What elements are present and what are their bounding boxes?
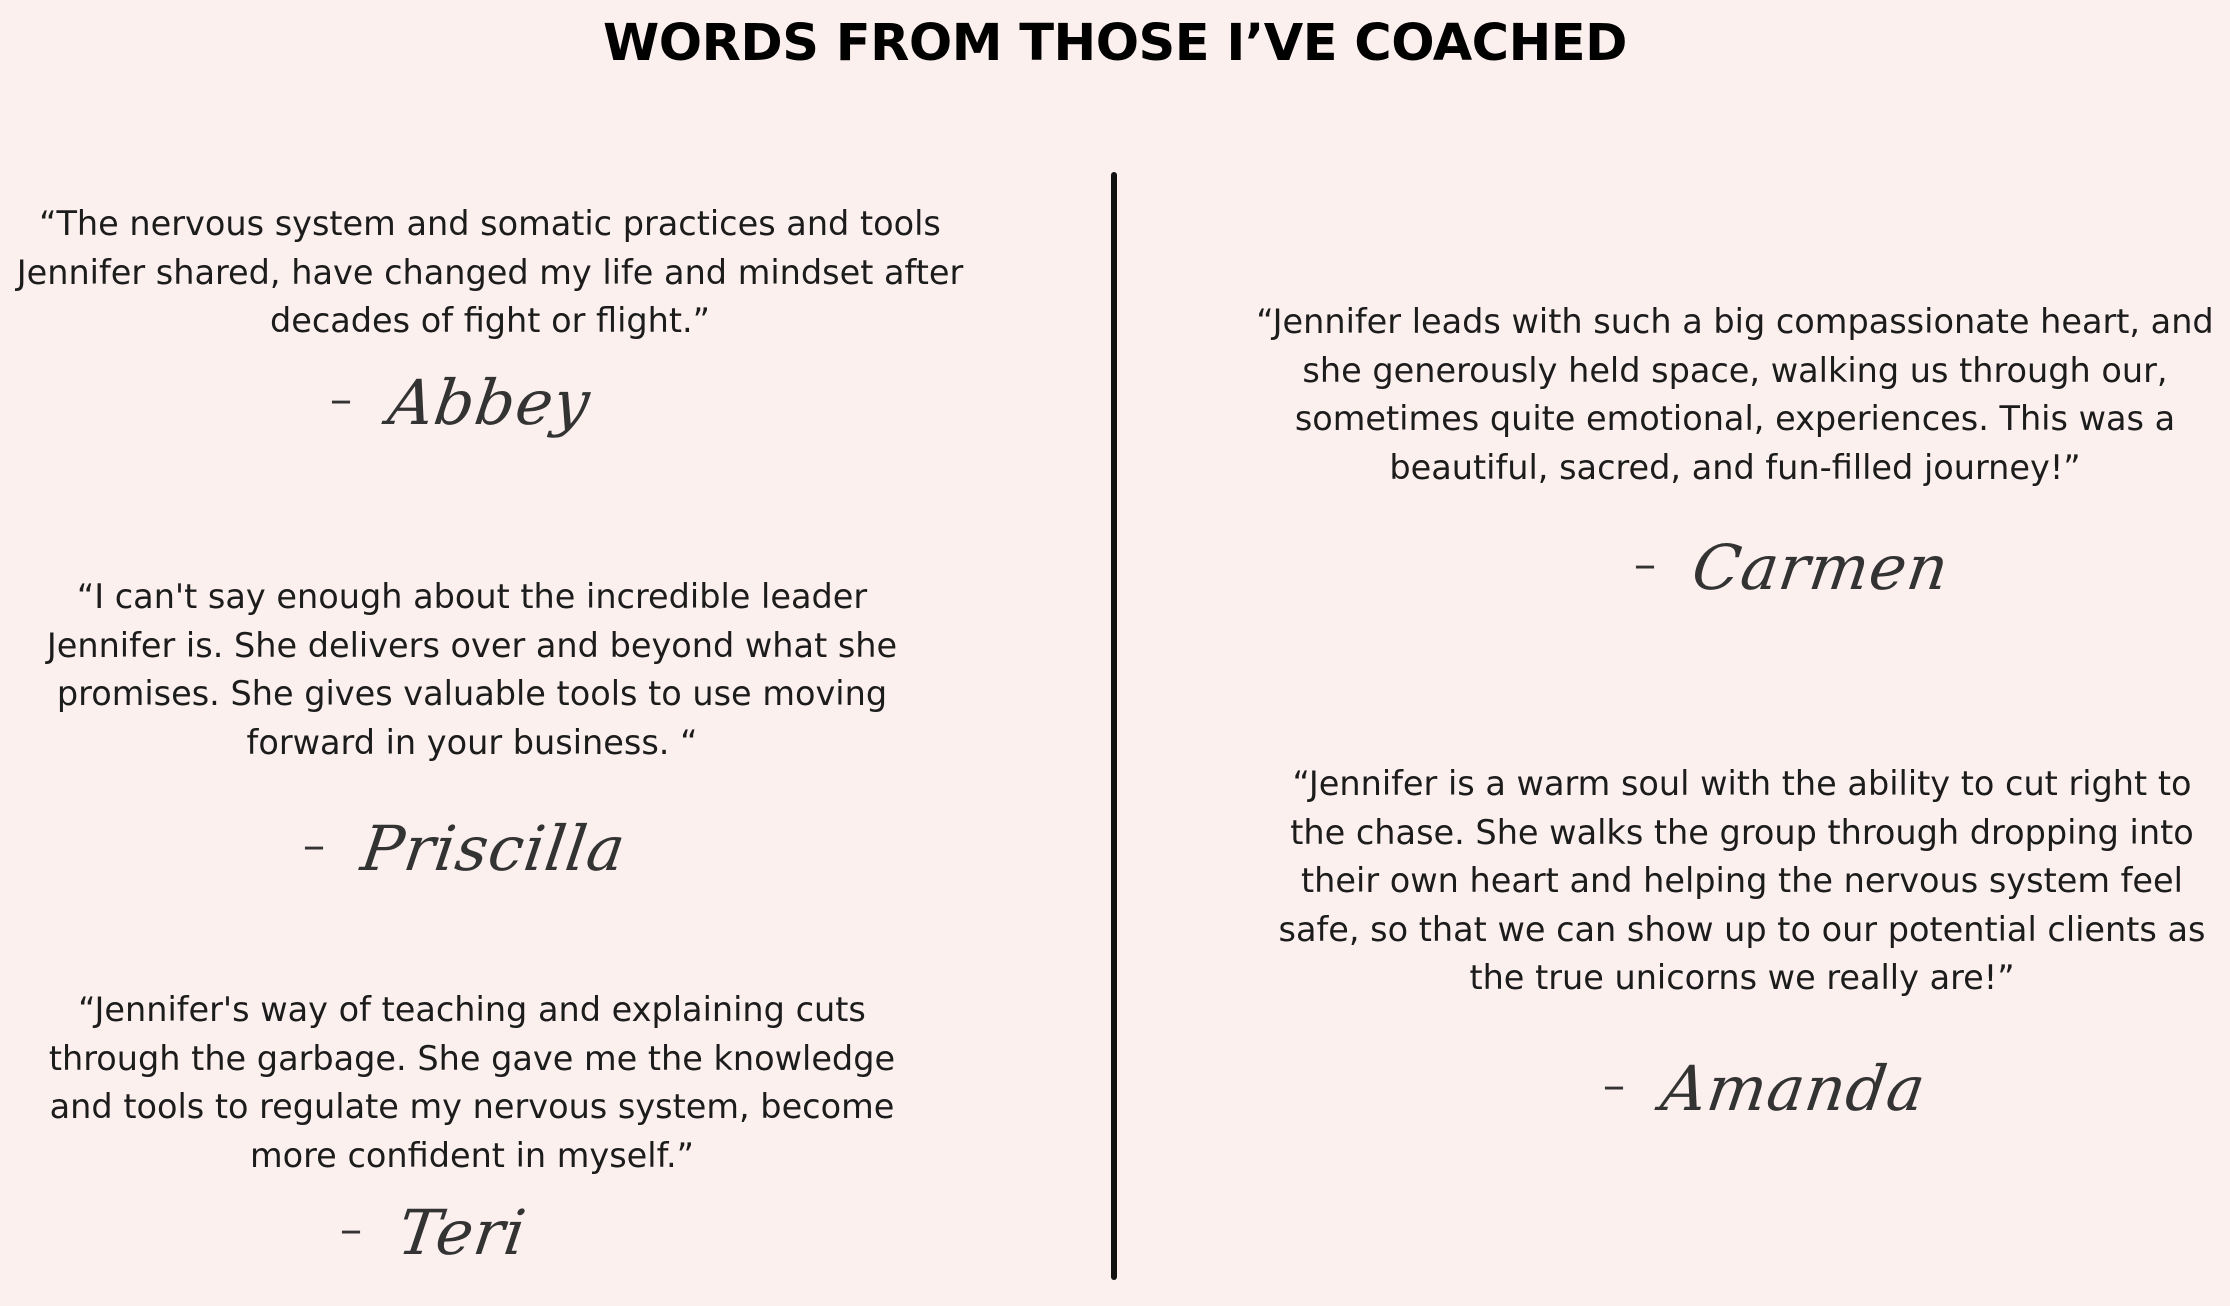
testimonial-quote-priscilla: “I can't say enough about the incredible leader Jennifer is. She delivers over and beyond what she promises. She gives valuable tools to use moving forward in your business. “ bbox=[46, 577, 898, 762]
signature-dash: – bbox=[330, 373, 353, 425]
testimonial-quote-abbey: “The nervous system and somatic practices and tools Jennifer shared, have changed my life and mindset after decades of fight or flight.” bbox=[16, 204, 964, 340]
column-divider bbox=[1111, 172, 1117, 1280]
signature-name: Teri bbox=[393, 1196, 531, 1269]
signature-carmen bbox=[1634, 531, 1954, 604]
signature-amanda bbox=[1603, 1052, 1931, 1125]
signature-dash: – bbox=[1634, 538, 1657, 590]
testimonial-quote-carmen: “Jennifer leads with such a big compassionate heart, and she generously held space, walking us through our, sometimes quite emotional, experiences. This was a beautiful, sacred, and fun-filled journey!” bbox=[1256, 302, 2214, 487]
testimonial-quote-teri: “Jennifer's way of teaching and explaining cuts through the garbage. She gave me the knowledge and tools to regulate my nervous system, become more confident in myself.” bbox=[48, 990, 896, 1175]
signature-dash: – bbox=[303, 819, 326, 871]
signature-abbey bbox=[330, 366, 596, 439]
signature-priscilla bbox=[303, 812, 631, 885]
testimonial-quote-amanda: “Jennifer is a warm soul with the ability to cut right to the chase. She walks the group through dropping into their own heart and helping the nervous system feel safe, so that we can show up to our potential clients as the true unicorns we really are!” bbox=[1278, 764, 2206, 997]
signature-name: Priscilla bbox=[356, 812, 631, 885]
signature-name: Abbey bbox=[383, 366, 596, 439]
signature-teri bbox=[340, 1196, 531, 1269]
signature-dash: – bbox=[1603, 1059, 1626, 1111]
signature-name: Amanda bbox=[1656, 1052, 1931, 1125]
signature-dash: – bbox=[340, 1203, 363, 1255]
signature-name: Carmen bbox=[1687, 531, 1954, 604]
page-title: WORDS FROM THOSE I’VE COACHED bbox=[603, 14, 1627, 73]
